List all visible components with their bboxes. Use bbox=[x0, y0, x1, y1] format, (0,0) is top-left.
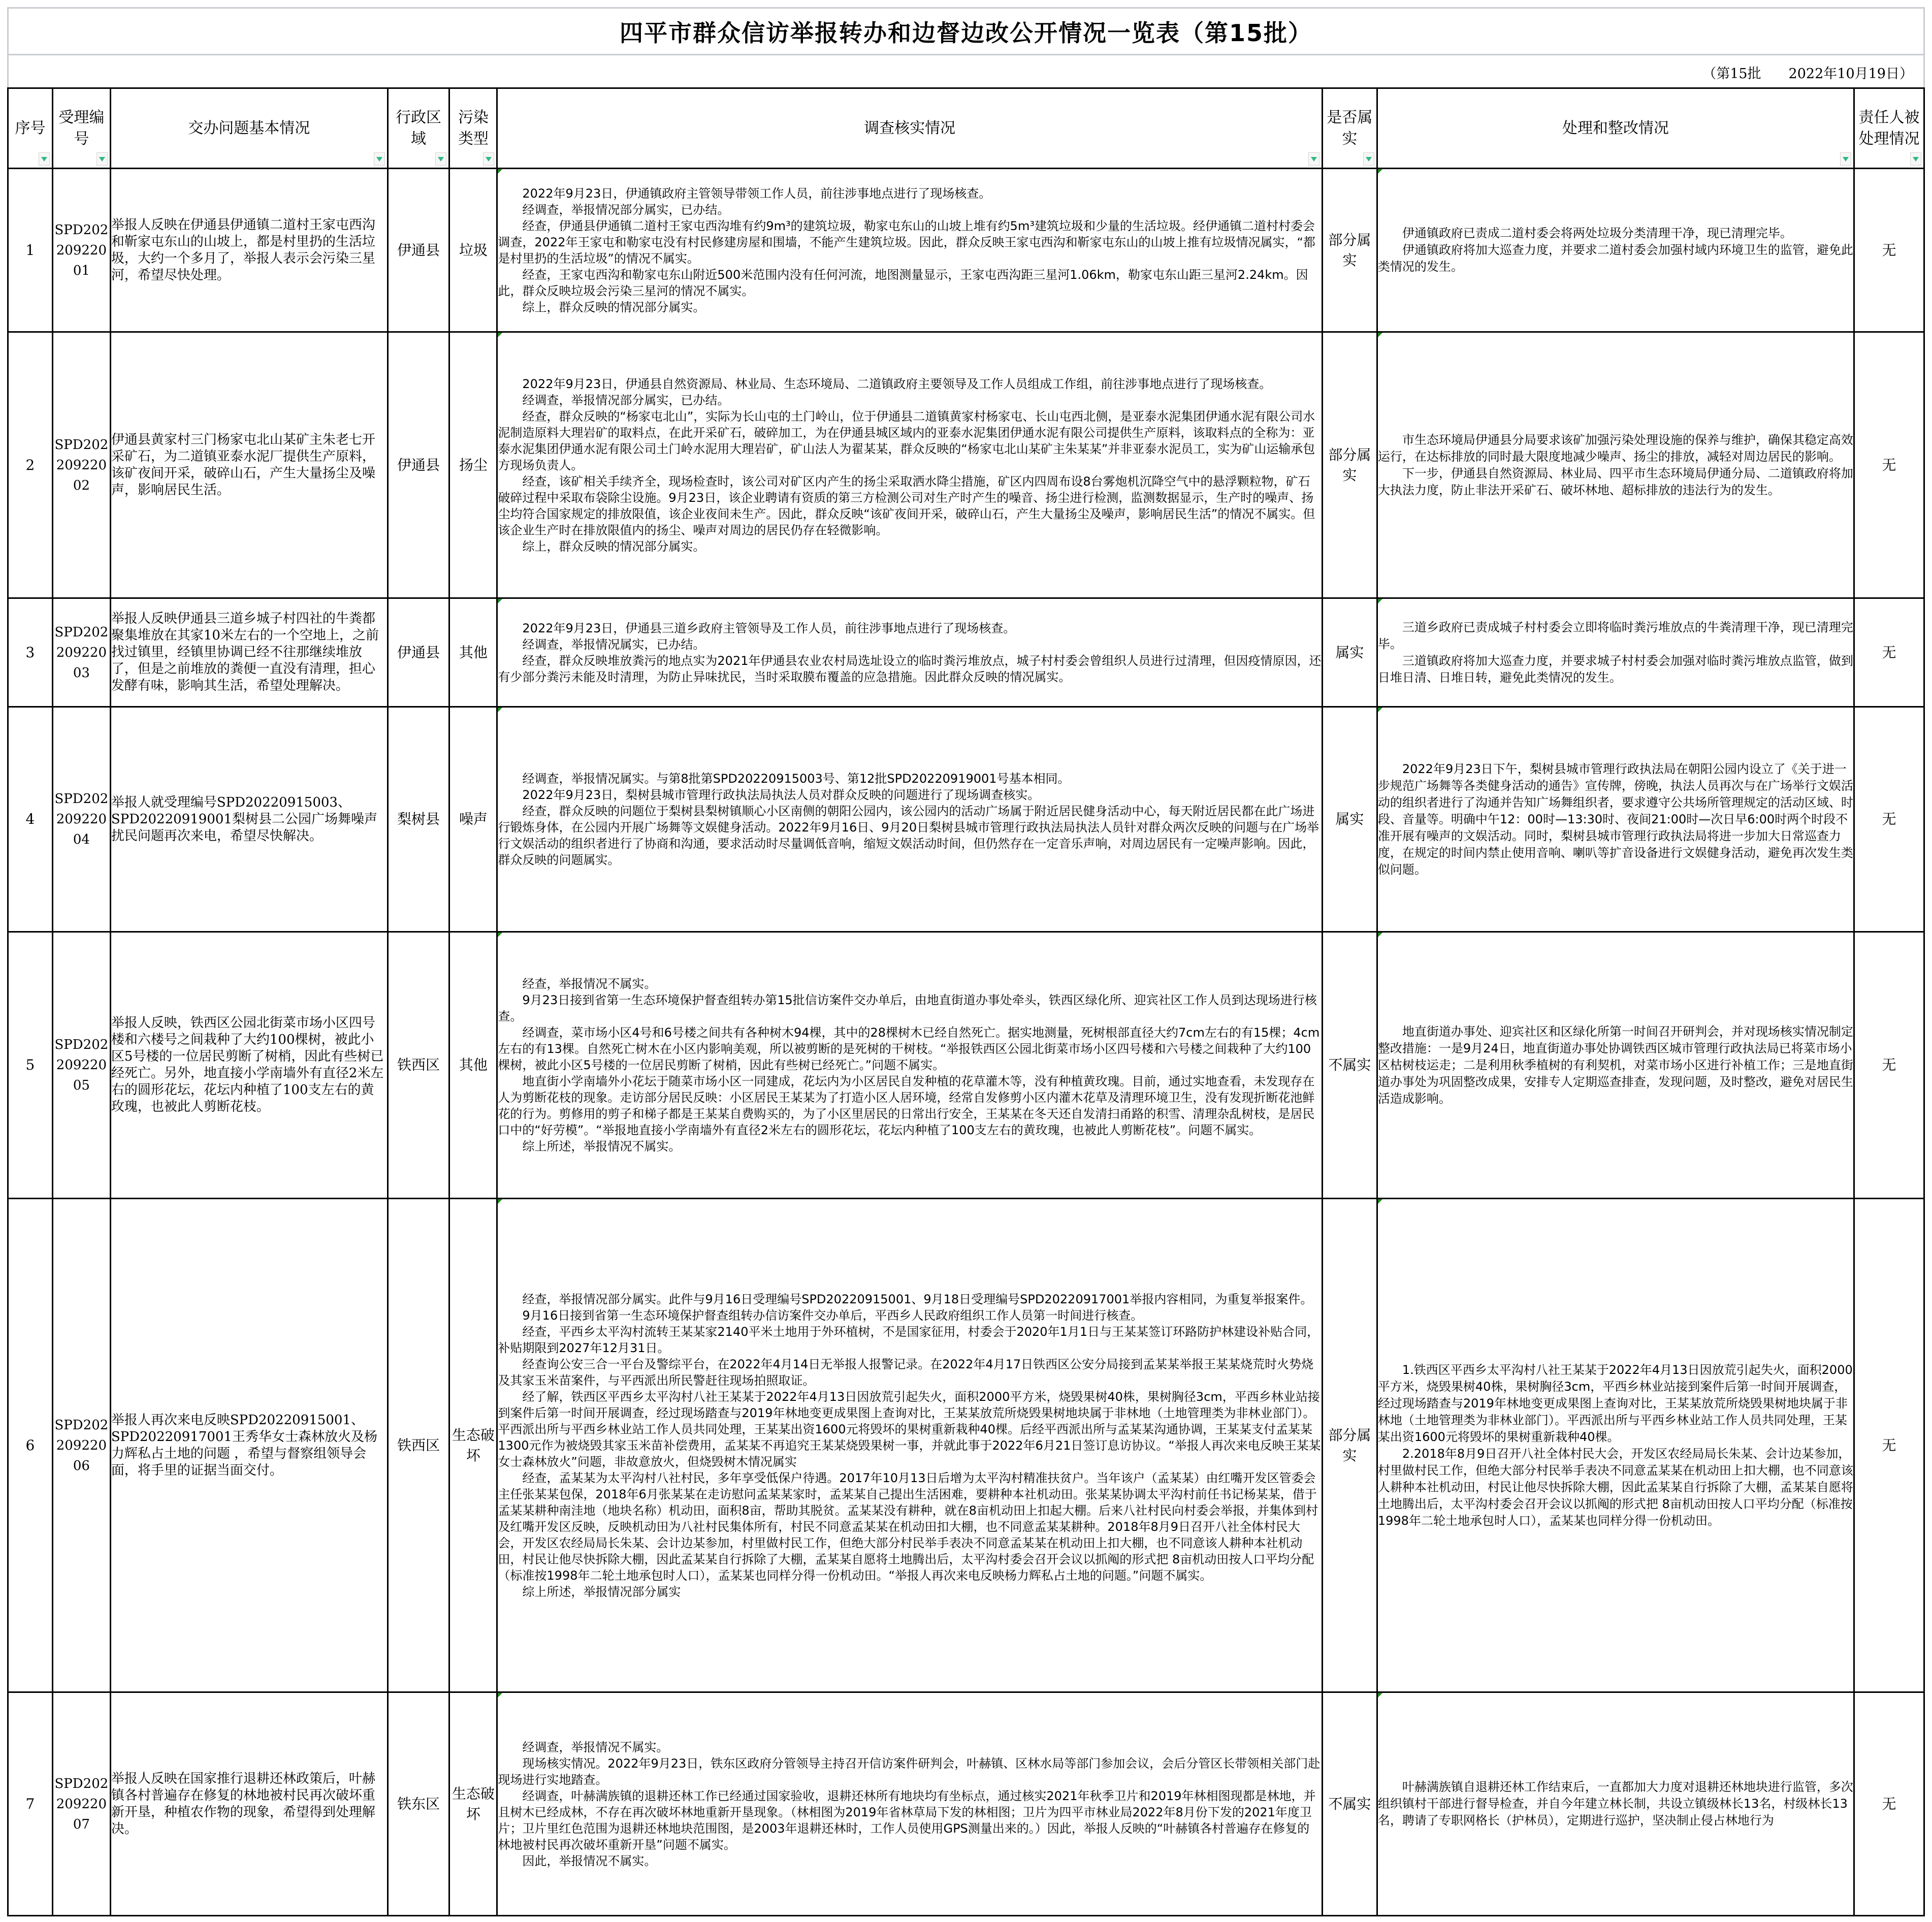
cell-no[interactable]: 1 bbox=[8, 169, 53, 332]
investigation-paragraph: 经查询公安三合一平台及警综平台，在2022年4月14日无举报人报警记录。在2022年4月17日铁西区公安分局接到孟某某举报王某某烧荒时火势烧及其家玉米苗案件，与平西派出所民警赶往现场拍照取证。 bbox=[498, 1357, 1314, 1388]
cell-region[interactable]: 伊通县 bbox=[388, 332, 449, 598]
investigation-paragraph: 经查，群众反映堆放粪污的地点实为2021年伊通县农业农村局选址设立的临时粪污堆放点，城子村村委会曾组织人员进行过清理，但因疫情原因，还有少部分粪污未能及时清理，为防止异味扰民，当时采取膜布覆盖的应急措施。因此群众反映的情况属实。 bbox=[498, 653, 1322, 684]
cell-id[interactable]: SPD20220922006 bbox=[52, 1199, 110, 1692]
cell-accountability[interactable]: 无 bbox=[1854, 707, 1924, 932]
investigation-paragraph: 经查，平西乡太平沟村流转王某某家2140平米土地用于外环植树，不是国家征用，村委会于2020年1月1日与王某某签订环路防护林建设补贴合同，补贴期限到2027年12月31日。 bbox=[498, 1324, 1319, 1355]
col-header-accountability[interactable]: 责任人被处理情况 bbox=[1854, 88, 1924, 169]
col-header-no[interactable]: 序号 bbox=[8, 88, 53, 169]
cell-id[interactable]: SPD20220922003 bbox=[52, 598, 110, 707]
cell-marker-icon bbox=[1378, 599, 1382, 603]
investigation-paragraph: 经调查，举报情况属实。与第8批第SPD20220915003号、第12批SPD20220919001号基本相同。 bbox=[522, 772, 1070, 786]
investigation-paragraph: 经调查，菜市场小区4号和6号楼之间共有各种树木94棵，其中的28棵树木已经自然死亡。据实地测量，死树根部直径大约7cm左右的有15棵；4cm左右的有13棵。自然死亡树木在小区内影响美观，所以被剪断的是死树的干树枝。“举报铁西区公园北街菜市场小区四号楼和六号楼之间栽种了大约100棵树，被此小区5号楼的一位居民剪断了树梢，因此有些树已经死亡。”问题不属实。 bbox=[498, 1026, 1320, 1072]
table-row bbox=[8, 707, 1924, 932]
rectification-paragraph: 伊通镇政府将加大巡查力度，并要求二道村委会加强村域内环境卫生的监管，避免此类情况的发生。 bbox=[1377, 243, 1853, 274]
cell-investigation[interactable] bbox=[497, 1199, 1323, 1692]
investigation-paragraph: 地直街小学南墙外小花坛于随菜市场小区一同建成，花坛内为小区居民自发种植的花草灌木等，没有种植黄玫瑰。目前，通过实地查看，未发现存在人为剪断花枝的现象。走访部分居民反映：小区居民王某某为了打造小区人居环境，经常自发修剪小区内灌木花草及清理环境卫生，没有发现折断花池鲜花的行为。剪修用的剪子和梯子都是王某某自费购买的，为了小区里居民的日常出行安全，王某某在冬天还自发清扫甬路的积雪、清理杂乱树枝，是居民口中的“好劳模”。“举报地直接小学南墙外有直径2米左右的圆形花坛，花坛内种植了100支左右的黄玫瑰，也被此人剪断花枝”。问题不属实。 bbox=[498, 1074, 1315, 1137]
cell-marker-icon bbox=[1378, 169, 1382, 174]
investigation-paragraph: 经查，伊通县伊通镇二道村王家屯西沟堆有约9m³的建筑垃圾，勒家屯东山的山坡上堆有约5m³建筑垃圾和少量的生活垃圾。经伊通镇二道村村委会调查，2022年王家屯和勒家屯没有村民修建房屋和围墙，不能产生建筑垃圾。因此，群众反映王家屯西沟和靳家屯东山的山坡上推有垃圾情况属实，“都是村里扔的生活垃圾”的情况不属实。 bbox=[498, 218, 1315, 266]
filter-dropdown-icon[interactable] bbox=[483, 152, 494, 166]
cell-region[interactable]: 铁西区 bbox=[388, 1199, 449, 1692]
cell-no[interactable]: 3 bbox=[8, 598, 53, 707]
investigation-paragraph: 综上，群众反映的情况部分属实。 bbox=[522, 300, 705, 314]
cell-marker-icon bbox=[1378, 333, 1382, 337]
rectification-paragraph: 市生态环境局伊通县分局要求该矿加强污染处理设施的保养与维护，确保其稳定高效运行，在达标排放的同时最大限度地减少噪声、扬尘的排放，减轻对周边居民的影响。 bbox=[1377, 432, 1853, 464]
cell-accountability[interactable]: 无 bbox=[1854, 332, 1924, 598]
page-title: 四平市群众信访举报转办和边督边改公开情况一览表（第15批） bbox=[619, 19, 1312, 47]
cell-basic[interactable]: 举报人反映伊通县三道乡城子村四社的牛粪都聚集堆放在其家10米左右的一个空地上，之前找过镇里，经镇里协调已经不往那继续堆放了，但是之前堆放的粪便一直没有清理，担心发酵有味，影响其生活，希望处理解决。 bbox=[110, 598, 388, 707]
cell-no[interactable]: 6 bbox=[8, 1199, 53, 1692]
cell-region[interactable]: 铁西区 bbox=[388, 932, 449, 1199]
cell-accountability[interactable]: 无 bbox=[1854, 598, 1924, 707]
investigation-paragraph: 经查，该矿相关手续齐全，现场检查时，该公司对矿区内产生的扬尘采取洒水降尘措施，矿区内四周布设8台雾炮机沉降空气中的悬浮颗粒物，矿石破碎过程中采取布袋除尘设施。9月23日，该企业聘请有资质的第三方检测公司对生产时产生的噪音、扬尘进行检测，监测数据显示，生产时的噪声、扬尘均符合国家规定的排放限值，该企业夜间未生产。因此，群众反映“该矿夜间开采，破碎山石，产生大量扬尘及噪声，影响居民生活”的情况不属实。但该企业生产时在排放限值内的扬尘、噪声对周边的居民仍存在轻微影响。 bbox=[498, 474, 1315, 537]
cell-marker-icon bbox=[498, 169, 502, 174]
investigation-paragraph: 经调查，举报情况不属实。 bbox=[522, 1740, 669, 1754]
cell-id[interactable]: SPD20220922002 bbox=[52, 332, 110, 598]
investigation-paragraph: 现场核实情况。2022年9月23日，铁东区政府分管领导主持召开信访案件研判会，叶赫镇、区林水局等部门参加会议，会后分管区长带领相关部门赴现场进行实地踏查。 bbox=[498, 1756, 1321, 1787]
cell-verdict[interactable]: 部分属实 bbox=[1322, 169, 1377, 332]
cell-marker-icon bbox=[498, 333, 502, 337]
cell-rectification[interactable] bbox=[1377, 932, 1854, 1199]
investigation-paragraph: 2022年9月23日，伊通县三道乡政府主管领导及工作人员，前往涉事地点进行了现场核查。 bbox=[522, 621, 1016, 635]
cell-type[interactable]: 其他 bbox=[449, 598, 497, 707]
cell-region[interactable]: 梨树县 bbox=[388, 707, 449, 932]
investigation-paragraph: 9月16日接到省第一生态环境保护督查组转办信访案件交办单后，平西乡人民政府组织工作人员第一时间进行核查。 bbox=[522, 1308, 1143, 1323]
rectification-paragraph: 下一步，伊通县自然资源局、林业局、四平市生态环境局伊通分局、二道镇政府将加大执法力度，防止非法开采矿石、破坏林地、超标排放的违法行为的发生。 bbox=[1377, 466, 1853, 497]
investigation-paragraph: 经调查，举报情况部分属实，已办结。 bbox=[522, 202, 730, 217]
cell-marker-icon bbox=[498, 708, 502, 712]
cell-marker-icon bbox=[1378, 708, 1382, 712]
cell-investigation[interactable] bbox=[497, 332, 1323, 598]
filter-dropdown-icon[interactable] bbox=[96, 152, 108, 166]
filter-dropdown-icon[interactable] bbox=[435, 152, 446, 166]
investigation-paragraph: 经调查，举报情况部分属实，已办结。 bbox=[522, 393, 730, 407]
cell-marker-icon bbox=[498, 599, 502, 603]
cell-investigation[interactable] bbox=[497, 932, 1323, 1199]
rectification-paragraph: 三道乡政府已责成城子村村委会立即将临时粪污堆放点的牛粪清理干净，现已清理完毕。 bbox=[1377, 620, 1853, 651]
cell-rectification[interactable] bbox=[1377, 1692, 1854, 1916]
investigation-paragraph: 2022年9月23日，伊通县自然资源局、林业局、生态环境局、二道镇政府主要领导及工作人员组成工作组，前往涉事地点进行了现场核查。 bbox=[522, 376, 1272, 391]
cell-type[interactable]: 其他 bbox=[449, 932, 497, 1199]
investigation-paragraph: 综上所述，举报情况部分属实 bbox=[522, 1584, 681, 1599]
cell-rectification[interactable] bbox=[1377, 707, 1854, 932]
cell-verdict[interactable]: 部分属实 bbox=[1322, 332, 1377, 598]
cell-type[interactable]: 垃圾 bbox=[449, 169, 497, 332]
investigation-paragraph: 9月23日接到省第一生态环境保护督查组转办第15批信访案件交办单后，由地直街道办事处牵头，铁西区绿化所、迎宾社区工作人员到达现场进行核查。 bbox=[498, 993, 1317, 1023]
investigation-paragraph: 综上所述，举报情况不属实。 bbox=[522, 1139, 681, 1154]
filter-dropdown-icon[interactable] bbox=[1910, 152, 1921, 166]
report-table bbox=[7, 87, 1925, 1916]
cell-type[interactable]: 生态破坏 bbox=[449, 1199, 497, 1692]
col-header-id[interactable]: 受理编号 bbox=[52, 88, 110, 169]
rectification-paragraph: 地直街道办事处、迎宾社区和区绿化所第一时间召开研判会，并对现场核实情况制定整改措施：一是9月24日，地直街道办事处协调铁西区城市管理行政执法局已将菜市场小区枯树枝运走；二是利用秋季植树的有利契机，对菜市场小区进行补植工作；三是地直街道办事处为巩固整改成果，安排专人定期巡查排查，发现问题，及时整改，避免对居民生活造成影响。 bbox=[1377, 1024, 1853, 1106]
spreadsheet bbox=[7, 7, 1925, 1915]
investigation-paragraph: 经查，群众反映的“杨家屯北山”，实际为长山屯的土门岭山，位于伊通县二道镇黄家村杨家屯、长山屯西北侧，是亚泰水泥集团伊通水泥有限公司水泥制造原料大理岩矿的取料点，在此开采矿石，破碎加工，为在伊通县城区域内的亚泰水泥集团伊通水泥有限公司提供生产原料，该取料点的全称为：亚泰水泥集团伊通水泥有限公司土门岭水泥用大理岩矿，矿山法人为翟某某，群众反映的“杨家屯北山某矿主朱某某”并非亚泰水泥员工，实为矿山运输承包方现场负责人。 bbox=[498, 409, 1315, 472]
cell-rectification[interactable] bbox=[1377, 1199, 1854, 1692]
cell-basic[interactable]: 举报人反映，铁西区公园北街菜市场小区四号楼和六楼号之间栽种了大约100棵树，被此小区5号楼的一位居民剪断了树梢，因此有些树已经死亡。另外，地直接小学南墙外有直径2米左右的圆形花坛，花坛内种植了100支左右的黄玫瑰，也被此人剪断花枝。 bbox=[110, 932, 388, 1199]
investigation-paragraph: 经查，王家屯西沟和勒家屯东山附近500米范围内没有任何河流，地图测量显示，王家屯西沟距三星河1.06km，勒家屯东山距三星河2.24km。因此，群众反映垃圾会污染三星河的情况不属实。 bbox=[498, 267, 1308, 298]
col-header-rectification[interactable]: 处理和整改情况 bbox=[1377, 88, 1854, 169]
cell-id[interactable]: SPD20220922005 bbox=[52, 932, 110, 1199]
cell-region[interactable]: 伊通县 bbox=[388, 598, 449, 707]
cell-id[interactable]: SPD20220922007 bbox=[52, 1692, 110, 1916]
cell-basic[interactable]: 举报人反映在伊通县伊通镇二道村王家屯西沟和靳家屯东山的山坡上，都是村里扔的生活垃圾，大约一个多月了，举报人表示会污染三星河，希望尽快处理。 bbox=[110, 169, 388, 332]
cell-investigation[interactable] bbox=[497, 169, 1323, 332]
investigation-paragraph: 经查，孟某某为太平沟村八社村民，多年享受低保户待遇。2017年10月13日后增为太平沟村精准扶贫户。当年该户（孟某某）由红嘴开发区管委会主任张某某包保，2018年6月张某某在走访慰问孟某某家时，孟某某自己提出生活困难，要耕种本社机动田。张某某协调太平沟村前任书记杨某某，借于孟某某耕种南洼地（地块名称）机动田，面积8亩，帮助其脱贫。孟某某没有耕种，就在8亩机动田上扣起大棚。后来八社村民向村委会举报，并集体到村及红嘴开发区反映，反映机动田为八社村民集体所有，村民不同意孟某某在机动田扣大棚，也不同意孟某某耕种。2018年8月9日召开八社全体村民大会，开发区农经局局长朱某、会计边某参加，村里做村民工作，但绝大部分村民举手表决不同意孟某某在机动田上扣大棚，也不同意该人耕种本社机动田，村民让他尽快拆除大棚，因此孟某某自行拆除了大棚，孟某某自愿将土地腾出后，太平沟村委会召开会议以抓阄的形式把 8亩机动田按人口平均分配（标准按1998年二轮土地承包时人口），孟某某也同样分得一份机动田。“举报人再次来电反映杨力辉私占土地的问题。”问题不属实。 bbox=[498, 1470, 1318, 1583]
cell-no[interactable]: 2 bbox=[8, 332, 53, 598]
investigation-paragraph: 经查，举报情况不属实。 bbox=[522, 977, 657, 991]
rectification-paragraph: 伊通镇政府已责成二道村委会将两处垃圾分类清理干净，现已清理完毕。 bbox=[1402, 226, 1792, 240]
cell-investigation[interactable] bbox=[497, 598, 1323, 707]
filter-dropdown-icon[interactable] bbox=[39, 152, 50, 166]
cell-basic[interactable]: 举报人再次来电反映SPD20220915001、SPD20220917001王秀华女士森林放火及杨力辉私占土地的问题 ，希望与督察组领导会面，将手里的证据当面交付。 bbox=[110, 1199, 388, 1692]
cell-rectification[interactable] bbox=[1377, 332, 1854, 598]
cell-no[interactable]: 4 bbox=[8, 707, 53, 932]
cell-id[interactable]: SPD20220922001 bbox=[52, 169, 110, 332]
cell-marker-icon bbox=[498, 1693, 502, 1697]
cell-type[interactable]: 扬尘 bbox=[449, 332, 497, 598]
investigation-paragraph: 2022年9月23日，伊通镇政府主管领导带领工作人员，前往涉事地点进行了现场核查。 bbox=[522, 186, 991, 201]
filter-dropdown-icon[interactable] bbox=[1363, 152, 1374, 166]
cell-marker-icon bbox=[498, 1199, 502, 1204]
table-row bbox=[8, 332, 1924, 598]
investigation-paragraph: 2022年9月23日，梨树县城市管理行政执法局执法人员对群众反映的问题进行了现场调查核实。 bbox=[522, 788, 1040, 802]
subtitle-row bbox=[7, 54, 1925, 87]
cell-basic[interactable]: 伊通县黄家村三门杨家屯北山某矿主朱老七开采矿石，为二道镇亚泰水泥厂提供生产原料，该矿夜间开采，破碎山石，产生大量扬尘及噪声，影响居民生活。 bbox=[110, 332, 388, 598]
investigation-paragraph: 经了解，铁西区平西乡太平沟村八社王某某于2022年4月13日因放荒引起失火，面积2000平方米，烧毁果树40株，果树胸径3cm，平西乡林业站接到案件后第一时间开展调查，经过现场踏查与2019年林地变更成果图上查询对比，王某某放荒所烧毁果树地块属于非林地（土地管理类为非林业部门）。平西派出所与平西乡林业站工作人员共同处理，王某某出资1600元将毁坏的果树重新栽种40棵。后经平西派出所与孟某某沟通协调，王某某支付孟某某1300元作为被烧毁其家玉米苗补偿费用，孟某某不再追究王某某烧毁果树一事，并就此事于2022年6月21日签订息访协议。“举报人再次来电反映王某某女士森林放火”问题，非故意放火，但烧毁树木情况属实 bbox=[498, 1389, 1321, 1469]
cell-investigation[interactable] bbox=[497, 1692, 1323, 1916]
col-header-investigation[interactable]: 调查核实情况 bbox=[497, 88, 1323, 169]
cell-type[interactable]: 生态破坏 bbox=[449, 1692, 497, 1916]
cell-verdict[interactable]: 部分属实 bbox=[1322, 1199, 1377, 1692]
investigation-paragraph: 经查，举报情况部分属实。此件与9月16日受理编号SPD20220915001、9月18日受理编号SPD20220917001举报内容相同，为重复举报案件。 bbox=[522, 1292, 1313, 1306]
title-row bbox=[7, 7, 1925, 54]
col-header-verdict[interactable]: 是否属实 bbox=[1322, 88, 1377, 169]
investigation-paragraph: 经调查，叶赫满族镇的退耕还林工作已经通过国家验收，退耕还林所有地块均有坐标点，通过核实2021年秋季卫片和2019年林相图现都是林地，并且树木已经成林，不存在再次破坏林地重新开垦现象。（林相图为2019年省林草局下发的林相图；卫片为四平市林业局2022年8月份下发的2021年度卫片；卫片里红色范围为退耕还林地块范围图，是2003年退耕还林时，工作人员使用GPS测量出来的。）因此，举报人反映的“叶赫镇各村普遍存在修复的林地被村民再次破坏重新开垦”问题不属实。 bbox=[498, 1788, 1316, 1852]
investigation-paragraph: 经查，群众反映的问题位于梨树县梨树镇顺心小区南侧的朝阳公园内，该公园内的活动广场属于附近居民健身活动中心，每天附近居民都在此广场进行锻炼身体，在公园内开展广场舞等文娱健身活动。2022年9月16日、9月20日梨树县城市管理行政执法局执法人员针对群众两次反映的问题与在广场举行文娱活动的组织者进行了协商和沟通，要求活动时尽量调低音响，缩短文娱活动时间，但仍然存在一定音乐声响，对周边居民有一定噪声影响。因此，群众反映的问题属实。 bbox=[498, 804, 1319, 867]
cell-type[interactable]: 噪声 bbox=[449, 707, 497, 932]
cell-accountability[interactable]: 无 bbox=[1854, 169, 1924, 332]
cell-verdict[interactable]: 不属实 bbox=[1322, 1692, 1377, 1916]
filter-dropdown-icon[interactable] bbox=[1840, 152, 1851, 166]
header-row bbox=[8, 88, 1924, 169]
investigation-paragraph: 经调查，举报情况属实，已办结。 bbox=[522, 637, 705, 652]
filter-dropdown-icon[interactable] bbox=[374, 152, 385, 166]
cell-accountability[interactable]: 无 bbox=[1854, 1692, 1924, 1916]
cell-region[interactable]: 伊通县 bbox=[388, 169, 449, 332]
cell-rectification[interactable] bbox=[1377, 169, 1854, 332]
rectification-paragraph: 叶赫满族镇自退耕还林工作结束后，一直都加大力度对退耕还林地块进行监管，多次组织镇村干部进行督导检查，并自今年建立林长制，共设立镇级林长13名，村级林长13名，聘请了专职网格长（护林员），定期进行巡护，坚决制止侵占林地行为 bbox=[1377, 1780, 1853, 1828]
cell-marker-icon bbox=[1378, 933, 1382, 937]
cell-no[interactable]: 7 bbox=[8, 1692, 53, 1916]
cell-region[interactable]: 铁东区 bbox=[388, 1692, 449, 1916]
col-header-basic[interactable]: 交办问题基本情况 bbox=[110, 88, 388, 169]
investigation-paragraph: 综上，群众反映的情况部分属实。 bbox=[522, 539, 705, 554]
cell-no[interactable]: 5 bbox=[8, 932, 53, 1199]
filter-dropdown-icon[interactable] bbox=[1308, 152, 1319, 166]
table-row bbox=[8, 1199, 1924, 1692]
table-row bbox=[8, 598, 1924, 707]
cell-basic[interactable]: 举报人反映在国家推行退耕还林政策后，叶赫镇各村普遍存在修复的林地被村民再次破坏重新开垦，种植农作物的现象，希望得到处理解决。 bbox=[110, 1692, 388, 1916]
cell-accountability[interactable]: 无 bbox=[1854, 1199, 1924, 1692]
cell-marker-icon bbox=[1378, 1199, 1382, 1204]
cell-investigation[interactable] bbox=[497, 707, 1323, 932]
rectification-paragraph: 2.2018年8月9日召开八社全体村民大会，开发区农经局局长朱某、会计边某参加，村里做村民工作，但绝大部分村民举手表决不同意孟某某在机动田上扣大棚，也不同意该人耕种本社机动田，村民让他尽快拆除大棚，因此孟某某自行拆除了大棚，孟某某自愿将土地腾出后，太平沟村委会召开会议以抓阄的形式把 8亩机动田按人口平均分配（标准按1998年二轮土地承包时人口），孟某某也同样分得一份机动田。 bbox=[1377, 1446, 1853, 1528]
rectification-paragraph: 1.铁西区平西乡太平沟村八社王某某于2022年4月13日因放荒引起失火，面积2000平方米，烧毁果树40株，果树胸径3cm，平西乡林业站接到案件后第一时间开展调查，经过现场踏查与2019年林地变更成果图上查询对比，王某某放荒所烧毁果树地块属于非林地（土地管理类为非林业部门）。平西派出所与平西乡林业站工作人员共同处理，王某某出资1600元将毁坏的果树重新栽种40棵。 bbox=[1377, 1362, 1853, 1444]
cell-verdict[interactable]: 不属实 bbox=[1322, 932, 1377, 1199]
col-header-type[interactable]: 污染类型 bbox=[449, 88, 497, 169]
cell-rectification[interactable] bbox=[1377, 598, 1854, 707]
col-header-region[interactable]: 行政区域 bbox=[388, 88, 449, 169]
investigation-paragraph: 因此，举报情况不属实。 bbox=[522, 1853, 657, 1868]
cell-verdict[interactable]: 属实 bbox=[1322, 707, 1377, 932]
table-row bbox=[8, 169, 1924, 332]
rectification-paragraph: 三道镇政府将加大巡查力度，并要求城子村村委会加强对临时粪污堆放点监管，做到日堆日清、日堆日转，避免此类情况的发生。 bbox=[1377, 653, 1853, 685]
cell-id[interactable]: SPD20220922004 bbox=[52, 707, 110, 932]
cell-marker-icon bbox=[1378, 1693, 1382, 1697]
cell-basic[interactable]: 举报人就受理编号SPD20220915003、SPD20220919001梨树县二公园广场舞噪声扰民问题再次来电，希望尽快解决。 bbox=[110, 707, 388, 932]
cell-accountability[interactable]: 无 bbox=[1854, 932, 1924, 1199]
batch-date: （第15批 2022年10月19日） bbox=[1702, 66, 1913, 82]
cell-marker-icon bbox=[498, 933, 502, 937]
table-row bbox=[8, 1692, 1924, 1916]
rectification-paragraph: 2022年9月23日下午，梨树县城市管理行政执法局在朝阳公园内设立了《关于进一步规范广场舞等各类健身活动的通告》宣传牌，傍晚，执法人员再次与在广场举行文娱活动的组织者进行了沟通并告知广场舞组织者，要求遵守公共场所管理规定的活动区域、时段、音量等。明确中午12：00时—13:30时、夜间21:00时—次日早6:00时两个时段不准开展有噪声的文娱活动。同时，梨树县城市管理行政执法局将进一步加大日常巡查力度，在规定的时间内禁止使用音响、喇叭等扩音设备进行文娱健身活动，避免再次发生类似问题。 bbox=[1377, 761, 1853, 877]
table-row bbox=[8, 932, 1924, 1199]
cell-verdict[interactable]: 属实 bbox=[1322, 598, 1377, 707]
